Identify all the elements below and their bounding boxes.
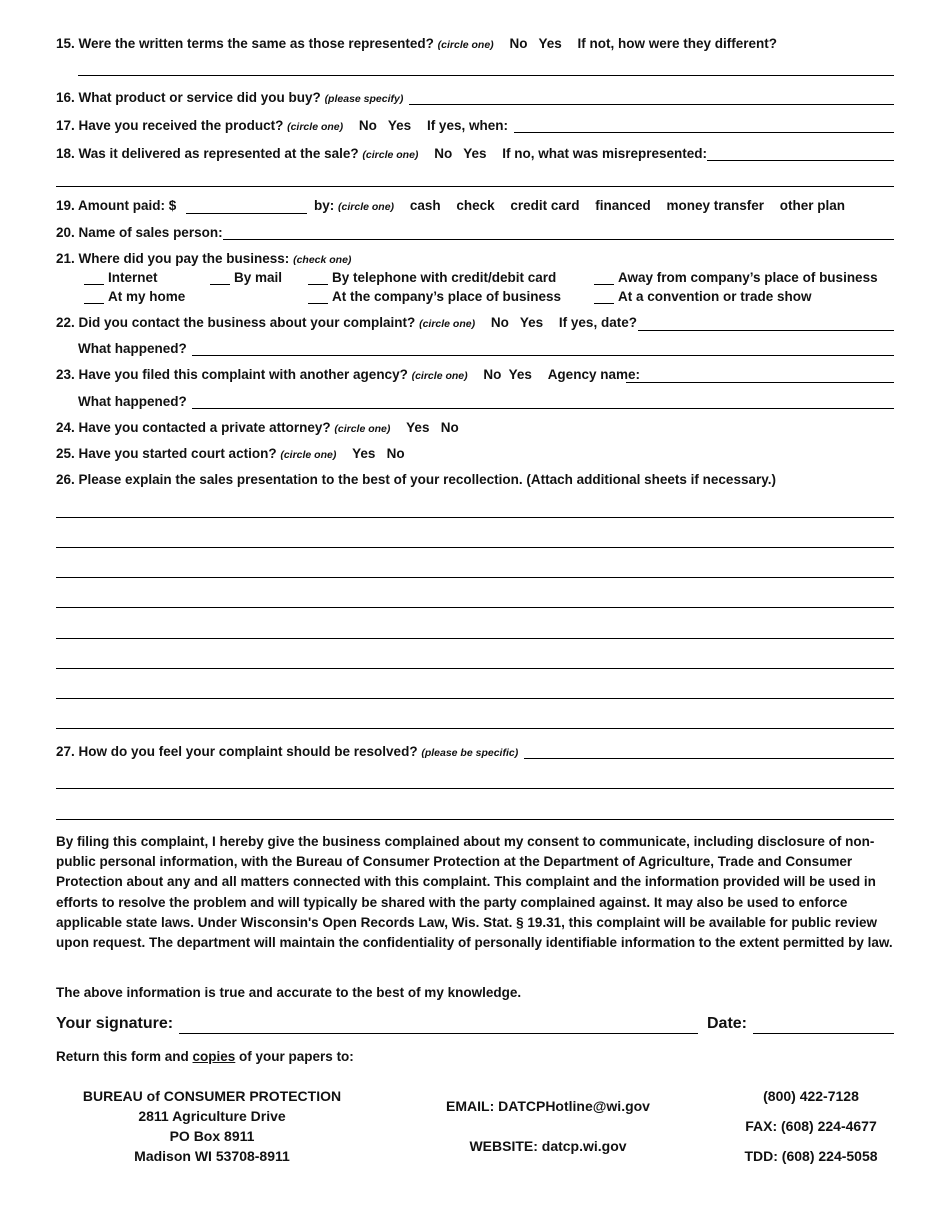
- explanation-line[interactable]: [56, 698, 894, 699]
- option-label-by-mail: By mail: [234, 270, 283, 285]
- explanation-line[interactable]: [56, 728, 894, 729]
- option-credit-card[interactable]: credit card: [510, 198, 580, 213]
- explanation-line[interactable]: [56, 638, 894, 639]
- checkbox-telephone[interactable]: [308, 284, 328, 285]
- circle-options[interactable]: No Yes: [358, 118, 412, 133]
- question-27: 27. How do you feel your complaint should be resolved? (please be specific): [56, 744, 519, 759]
- question-26: 26. Please explain the sales presentation to the best of your recollection. (Attach additional sheets if necessary.): [56, 472, 776, 487]
- date-field[interactable]: [753, 1033, 894, 1034]
- option-cash[interactable]: cash: [409, 198, 441, 213]
- explanation-line[interactable]: [56, 547, 894, 548]
- attestation: The above information is true and accurate to the best of my knowledge.: [56, 985, 522, 1000]
- option-label-at-home: At my home: [108, 289, 186, 304]
- explanation-line[interactable]: [56, 577, 894, 578]
- option-financed[interactable]: financed: [595, 198, 651, 213]
- email-contact[interactable]: EMAIL: DATCPHotline@wi.gov: [446, 1098, 650, 1114]
- date-label: Date:: [707, 1015, 748, 1032]
- option-label-internet: Internet: [108, 270, 158, 285]
- checkbox-company-place[interactable]: [308, 303, 328, 304]
- checkbox-away[interactable]: [594, 284, 614, 285]
- circle-options[interactable]: No Yes: [483, 367, 532, 382]
- website-contact[interactable]: WEBSITE: datcp.wi.gov: [469, 1138, 627, 1154]
- question-25: 25. Have you started court action? (circle one) Yes No: [56, 446, 405, 461]
- checkbox-by-mail[interactable]: [210, 284, 230, 285]
- explanation-line[interactable]: [56, 517, 894, 518]
- resolution-line[interactable]: [56, 788, 894, 789]
- mailing-address: BUREAU of CONSUMER PROTECTION 2811 Agriculture Drive PO Box 8911 Madison WI 53708-8911: [82, 1088, 342, 1164]
- what-happened-label: What happened?: [78, 394, 187, 409]
- resolution-line[interactable]: [524, 758, 894, 759]
- checkbox-convention[interactable]: [594, 303, 614, 304]
- question-18: 18. Was it delivered as represented at the sale? (circle one) No Yes If no, what was misrepresented:: [56, 146, 708, 161]
- question-19: 19. Amount paid: $: [56, 198, 177, 213]
- fax-contact: FAX: (608) 224-4677: [745, 1118, 877, 1134]
- signature-label: Your signature:: [56, 1015, 174, 1032]
- checkbox-internet[interactable]: [84, 284, 104, 285]
- question-21: 21. Where did you pay the business: (check one): [56, 251, 352, 266]
- phone-contact: (800) 422-7128: [763, 1088, 859, 1104]
- option-check[interactable]: check: [456, 198, 495, 213]
- return-instructions: Return this form and copies of your papers to:: [56, 1049, 354, 1064]
- answer-line-17[interactable]: [514, 132, 894, 133]
- question-16: 16. What product or service did you buy? (please specify): [56, 90, 404, 105]
- answer-line-18a[interactable]: [707, 160, 894, 161]
- option-label-company-place: At the company’s place of business: [332, 289, 562, 304]
- what-happened-field-22[interactable]: [192, 355, 894, 356]
- option-label-away: Away from company’s place of business: [618, 270, 878, 285]
- payment-method: by: (circle one) cash check credit card financed money transfer other plan: [314, 198, 846, 213]
- contact-date-field[interactable]: [638, 330, 894, 331]
- circle-options[interactable]: No Yes: [434, 146, 487, 161]
- question-15: 15. Were the written terms the same as those represented? (circle one) No Yes If not, how were they different?: [56, 36, 778, 51]
- explanation-line[interactable]: [56, 668, 894, 669]
- answer-line-15[interactable]: [78, 75, 894, 76]
- resolution-line[interactable]: [56, 819, 894, 820]
- circle-options[interactable]: Yes No: [352, 446, 405, 461]
- sales-person-field[interactable]: [223, 239, 894, 240]
- question-24: 24. Have you contacted a private attorney? (circle one) Yes No: [56, 420, 459, 435]
- answer-line-16[interactable]: [409, 104, 894, 105]
- explanation-line[interactable]: [56, 607, 894, 608]
- answer-line-18b[interactable]: [56, 186, 894, 187]
- checkbox-at-home[interactable]: [84, 303, 104, 304]
- what-happened-label: What happened?: [78, 341, 187, 356]
- signature-field[interactable]: [179, 1033, 698, 1034]
- option-label-telephone: By telephone with credit/debit card: [332, 270, 557, 285]
- tdd-contact: TDD: (608) 224-5058: [744, 1148, 878, 1164]
- agency-name-field[interactable]: [626, 382, 894, 383]
- amount-paid-field[interactable]: [186, 213, 307, 214]
- question-22: 22. Did you contact the business about your complaint? (circle one) No Yes If yes, date?: [56, 315, 637, 330]
- option-other-plan[interactable]: other plan: [779, 198, 846, 213]
- question-23: 23. Have you filed this complaint with another agency? (circle one) No Yes Agency name:: [56, 367, 640, 382]
- question-17: 17. Have you received the product? (circle one) No Yes If yes, when:: [56, 118, 508, 133]
- consent-statement: By filing this complaint, I hereby give the business complained about my consent to communicate, including disclosure of non-public personal information, with the Bureau of Consumer Protection at the Department of Agriculture, Trade and Consumer Protection about any and all matters connected with this complaint. This complaint and the information provided will be used in efforts to resolve the problem and will typically be shared with the party complained against. It may also be used to enforce applicable state laws. Under Wisconsin's Open Records Law, Wis. Stat. § 19.31, this complaint will be available for public review upon request. The department will maintain the confidentiality of personally identifiable information to the extent permitted by law.: [56, 834, 893, 951]
- circle-options[interactable]: No Yes: [509, 36, 562, 51]
- what-happened-field-23[interactable]: [192, 408, 894, 409]
- circle-options[interactable]: No Yes: [490, 315, 544, 330]
- circle-options[interactable]: Yes No: [406, 420, 459, 435]
- option-label-convention: At a convention or trade show: [618, 289, 812, 304]
- option-money-transfer[interactable]: money transfer: [666, 198, 765, 213]
- question-20: 20. Name of sales person:: [56, 225, 223, 240]
